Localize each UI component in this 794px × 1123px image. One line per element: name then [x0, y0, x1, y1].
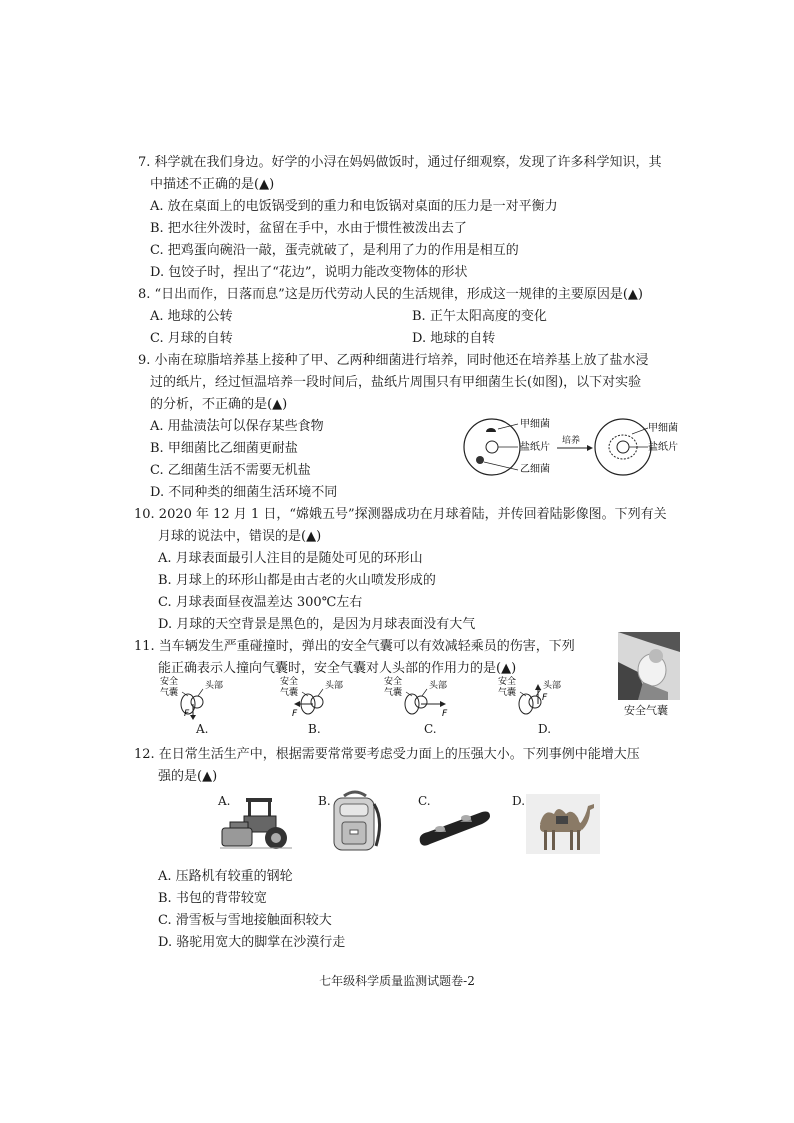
- emphasis-char: 正: [215, 397, 229, 412]
- emphasis-char: 确: [228, 397, 242, 412]
- label-yi: 乙细菌: [520, 464, 550, 475]
- q7-option-b: B. 把水往外泼时，盆留在手中，水由于惯性被泼出去了: [150, 221, 467, 236]
- q10-stem-line2: 月球的说法中，错误的是(▲): [158, 529, 322, 544]
- page-footer: 七年级科学质量监测试题卷-2: [319, 974, 475, 988]
- label-airbag-2: 气囊: [280, 688, 299, 698]
- q9-option-d: D. 不同种类的细菌生活环境不同: [150, 485, 338, 500]
- q10-option-c: C. 月球表面昼夜温差达 300℃左右: [158, 595, 363, 610]
- snowboard-image: [416, 804, 492, 848]
- road-roller-image: [220, 796, 292, 850]
- q12-img-label-a: A.: [218, 794, 231, 808]
- label-head: 头部: [205, 681, 224, 691]
- label-airbag-2: 气囊: [160, 688, 179, 698]
- q10-option-a: A. 月球表面最引人注目的是随处可见的环形山: [158, 551, 423, 566]
- q9-stem-line1: 9. 小南在琼脂培养基上接种了甲、乙两种细菌进行培养，同时他还在培养基上放了盐水浸: [138, 353, 649, 368]
- q9-stem-prefix: 的分析，: [150, 397, 203, 412]
- label-jia: 甲细菌: [520, 419, 550, 430]
- q7-stem-line1: 7. 科学就在我们身边。好学的小浔在妈妈做饭时，通过仔细观察，发现了许多科学知识，其: [138, 155, 662, 170]
- q12-img-label-c: C.: [418, 794, 431, 808]
- q7-option-d: D. 包饺子时，捏出了“花边”，说明力能改变物体的形状: [150, 265, 468, 280]
- label-jia-right: 甲细菌: [648, 423, 678, 434]
- label-airbag-1: 安全: [384, 677, 403, 687]
- force-label-c: F: [442, 709, 448, 719]
- label-airbag-1: 安全: [280, 677, 299, 687]
- q8-stem: 8. “日出而作，日落而息”这是历代劳动人民的生活规律，形成这一规律的主要原因是(▲): [138, 287, 643, 302]
- q12-stem-line2: 强的是(▲): [158, 769, 218, 784]
- q9-stem-suffix: 的是(▲): [241, 397, 288, 412]
- airbag-photo-caption: 安全气囊: [624, 704, 668, 717]
- q8-option-c: C. 月球的自转: [150, 331, 233, 346]
- q11-stem-line1: 11. 当车辆发生严重碰撞时，弹出的安全气囊可以有效减轻乘员的伤害，下列: [134, 639, 575, 654]
- label-head: 头部: [325, 681, 344, 691]
- label-culture-arrow: 培养: [562, 436, 581, 446]
- q12-img-label-b: B.: [318, 794, 331, 808]
- q9-option-b: B. 甲细菌比乙细菌更耐盐: [150, 441, 298, 456]
- force-label-d: F: [542, 693, 548, 703]
- q12-stem-line1: 12. 在日常生活生产中，根据需要常常要考虑受力面上的压强大小。下列事例中能增大压: [134, 747, 640, 762]
- label-airbag-1: 安全: [498, 677, 517, 687]
- q11-option-a-label: A.: [196, 722, 209, 736]
- q12-option-b: B. 书包的背带较宽: [158, 891, 267, 906]
- q11-diagram-c: [384, 674, 464, 720]
- q9-option-c: C. 乙细菌生活不需要无机盐: [150, 463, 311, 478]
- bacteria-culture-figure: [460, 412, 690, 482]
- q12-option-c: C. 滑雪板与雪地接触面积较大: [158, 913, 332, 928]
- q11-option-b-label: B.: [308, 722, 321, 736]
- q12-option-a: A. 压路机有较重的钢轮: [158, 869, 293, 884]
- q12-option-d: D. 骆驼用宽大的脚掌在沙漠行走: [158, 935, 346, 950]
- label-airbag-2: 气囊: [498, 688, 517, 698]
- q9-stem-line3: [150, 394, 287, 416]
- q11-diagram-b: [280, 674, 360, 720]
- force-label-a: F: [184, 709, 190, 719]
- q12-img-label-d: D.: [512, 794, 526, 808]
- q7-option-c: C. 把鸡蛋向碗沿一敲，蛋壳就破了，是利用了力的作用是相互的: [150, 243, 519, 258]
- q8-option-b: B. 正午太阳高度的变化: [412, 309, 547, 324]
- q10-option-d: D. 月球的天空背景是黑色的，是因为月球表面没有大气: [158, 617, 476, 632]
- label-yanzhi: 盐纸片: [520, 442, 550, 453]
- q10-option-b: B. 月球上的环形山都是由古老的火山喷发形成的: [158, 573, 436, 588]
- q10-stem-line1: 10. 2020 年 12 月 1 日，“嫦娥五号”探测器成功在月球着陆，并传回着陆影像图。下列有关: [134, 507, 667, 522]
- q7-stem-line2: 中描述不正确的是(▲): [150, 177, 275, 192]
- airbag-photo: [618, 632, 680, 700]
- label-head: 头部: [429, 681, 448, 691]
- q11-diagram-d: [498, 674, 578, 720]
- emphasis-char: 不: [202, 397, 216, 412]
- backpack-image: [326, 790, 384, 854]
- q9-stem-line2: 过的纸片，经过恒温培养一段时间后，盐纸片周围只有甲细菌生长(如图)，以下对实验: [150, 375, 642, 390]
- label-airbag-1: 安全: [160, 677, 179, 687]
- q11-option-c-label: C.: [424, 722, 437, 736]
- q11-stem-line2: 能正确表示人撞向气囊时，安全气囊对人头部的作用力的是(▲): [158, 661, 517, 676]
- q7-option-a: A. 放在桌面上的电饭锅受到的重力和电饭锅对桌面的压力是一对平衡力: [150, 199, 558, 214]
- force-label-b: F: [292, 709, 298, 719]
- q11-option-d-label: D.: [538, 722, 552, 736]
- q8-option-a: A. 地球的公转: [150, 309, 233, 324]
- label-head: 头部: [543, 681, 562, 691]
- camel-image: [526, 794, 600, 854]
- q8-option-d: D. 地球的自转: [412, 331, 496, 346]
- q11-diagram-a: [160, 674, 240, 720]
- label-yanzhi-right: 盐纸片: [648, 442, 678, 453]
- label-airbag-2: 气囊: [384, 688, 403, 698]
- q9-option-a: A. 用盐渍法可以保存某些食物: [150, 419, 324, 434]
